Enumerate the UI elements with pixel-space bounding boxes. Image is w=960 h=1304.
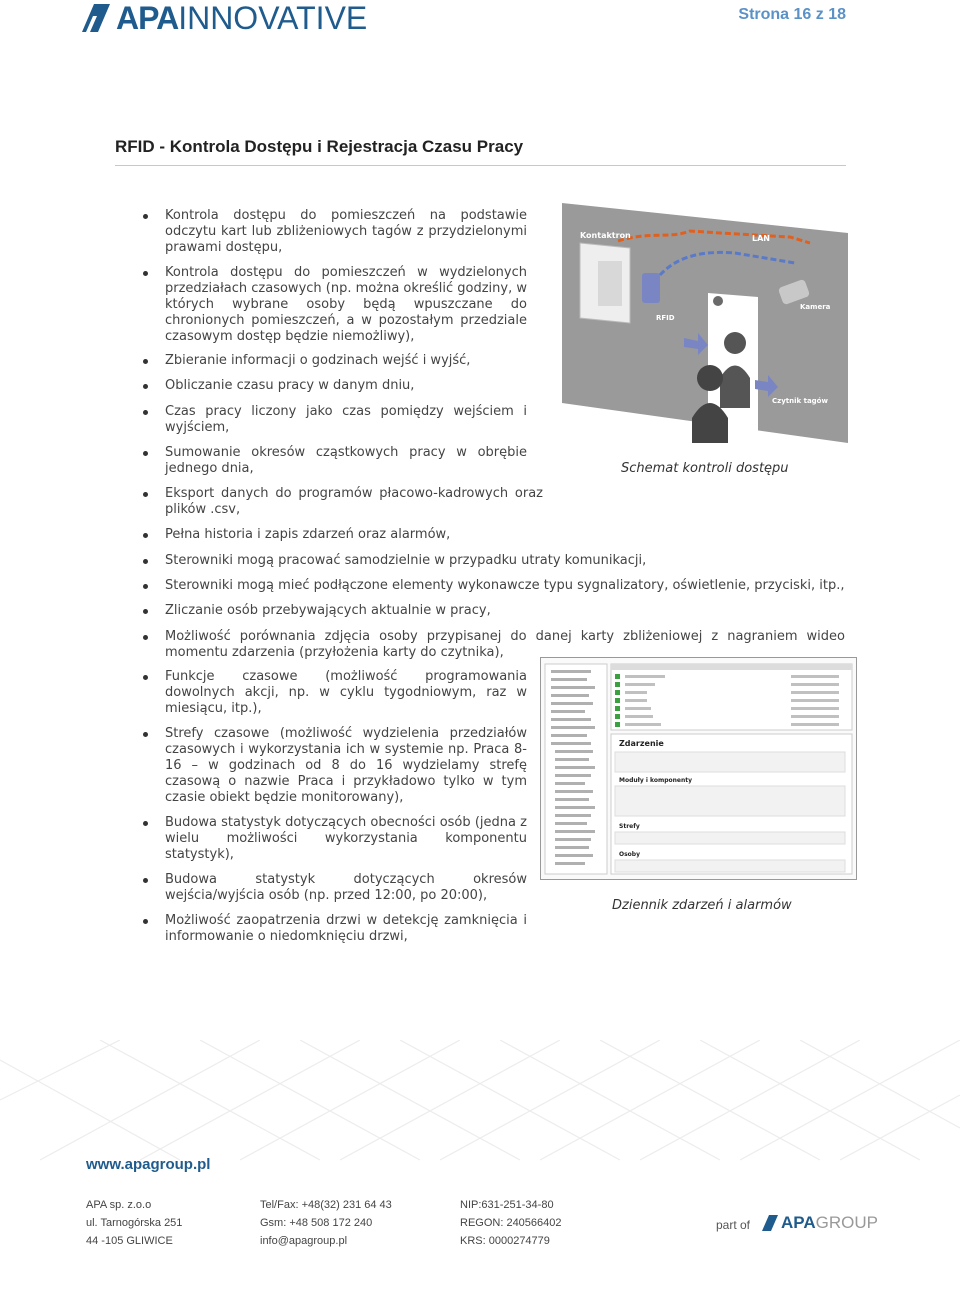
part-of-label: part of [716, 1218, 751, 1232]
footer-krs: KRS: 0000274779 [460, 1235, 550, 1247]
list-item: Sterowniki mogą pracować samodzielnie w przypadku utraty komunikacji, [165, 553, 825, 569]
list-item: Czas pracy liczony jako czas pomiędzy wejściem i wyjściem, [165, 404, 527, 435]
list-item: Zliczanie osób przebywających aktualnie w pracy, [165, 603, 855, 619]
apa-logo-mark-icon [82, 4, 110, 32]
title-divider [115, 165, 846, 166]
list-item: Możliwość zaopatrzenia drzwi w detekcję zamknięcia i informowanie o niedomknięciu drzwi, [165, 913, 527, 944]
list-item: Budowa statystyk dotyczących obecności osób (jedna z wielu możliwości wykorzystania komponentu statystyk), [165, 815, 527, 862]
panel-title-zdarzenie: Zdarzenie [619, 739, 664, 748]
list-item: Zbieranie informacji o godzinach wejść i wyjść, [165, 353, 527, 369]
diagram-label-kamera: Kamera [800, 303, 831, 311]
apa-group-text-apa: APA [781, 1213, 816, 1232]
footer-registration [460, 1196, 562, 1250]
list-item: Kontrola dostępu do pomieszczeń na podstawie odczytu kart lub zbliżeniowych tagów z przydzielonymi prawami dostępu, [165, 208, 527, 255]
figure-caption-access-control: Schemat kontroli dostępu [621, 461, 789, 476]
logo-apa-text: APA [116, 0, 179, 36]
diagram-label-czytnik: Czytnik tagów [772, 397, 828, 405]
footer-phone: Tel/Fax: +48(32) 231 64 43 [260, 1199, 392, 1211]
document-title: RFID - Kontrola Dostępu i Rejestracja Czasu Pracy [115, 137, 524, 156]
page-number: Strona 16 z 18 [738, 6, 846, 23]
footer-address [86, 1196, 182, 1250]
apa-group-mark-icon [762, 1215, 778, 1231]
event-log-illustration [541, 658, 856, 879]
list-item: Możliwość porównania zdjęcia osoby przypisanej do danej karty zbliżeniowej z nagraniem wideo momentu zdarzenia (przyłożenia karty do czytnika), [165, 629, 845, 660]
diagram-label-lan: LAN [752, 234, 770, 243]
footer-contact [260, 1196, 392, 1250]
panel-title-moduly: Moduły i komponenty [619, 777, 693, 784]
footer-email[interactable]: info@apagroup.pl [260, 1235, 348, 1247]
list-item: Funkcje czasowe (możliwość programowania dowolnych akcji, np. w cyklu tygodniowym, raz w miesiącu, itp.), [165, 669, 527, 716]
diagram-label-rfid: RFID [656, 314, 675, 322]
footer-website-link[interactable]: www.apagroup.pl [86, 1156, 211, 1173]
diagram-label-kontaktron: Kontaktron [580, 231, 631, 240]
apa-innovative-logo [82, 2, 367, 34]
list-item: Sterowniki mogą mieć podłączone elementy wykonawcze typu sygnalizatory, oświetlenie, przyciski, itp., [165, 578, 855, 594]
list-item: Strefy czasowe (możliwość wydzielenia przedziałów czasowych i wykorzystania ich w systemie np. Praca 8-16 – w godzinach od 8 do 16 wydzielamy strefę czasową o nazwie Praca i przykładowo tylko w tym czasie obiekt będzie monitorowany), [165, 726, 527, 805]
list-item: Eksport danych do programów płacowo-kadrowych oraz plików .csv, [165, 486, 543, 517]
list-item: Kontrola dostępu do pomieszczeń w wydzielonych przedziałach czasowych (np. można określić godziny, w których wybrane osoby będą wpuszczane do chronionych pomieszczeń, a w pozostałym przedziale czasowym dostęp będzie niemożliwy), [165, 265, 527, 344]
figure-caption-event-log: Dziennik zdarzeń i alarmów [612, 898, 792, 913]
event-log-screenshot [540, 657, 857, 880]
footer-nip: NIP:631-251-34-80 [460, 1199, 554, 1211]
page-header [0, 0, 960, 40]
list-item: Sumowanie okresów cząstkowych pracy w obrębie jednego dnia, [165, 445, 527, 476]
panel-title-osoby: Osoby [619, 851, 640, 858]
apa-group-logo [762, 1213, 878, 1233]
footer-gsm: Gsm: +48 508 172 240 [260, 1217, 373, 1229]
list-item: Pełna historia i zapis zdarzeń oraz alarmów, [165, 527, 645, 543]
list-item: Obliczanie czasu pracy w danym dniu, [165, 378, 527, 394]
logo-innovative-text: INNOVATIVE [178, 0, 368, 36]
footer-company: APA sp. z.o.o [86, 1199, 152, 1211]
access-control-diagram [560, 203, 850, 443]
list-item: Budowa statystyk dotyczących okresów wejścia/wyjścia osób (np. przed 12:00, po 20:00), [165, 872, 527, 903]
panel-title-strefy: Strefy [619, 823, 640, 830]
footer-street: ul. Tarnogórska 251 [86, 1217, 183, 1229]
footer-regon: REGON: 240566402 [460, 1217, 562, 1229]
footer-city: 44 -105 GLIWICE [86, 1235, 173, 1247]
apa-group-text-group: GROUP [815, 1213, 878, 1232]
access-control-illustration [560, 203, 850, 443]
